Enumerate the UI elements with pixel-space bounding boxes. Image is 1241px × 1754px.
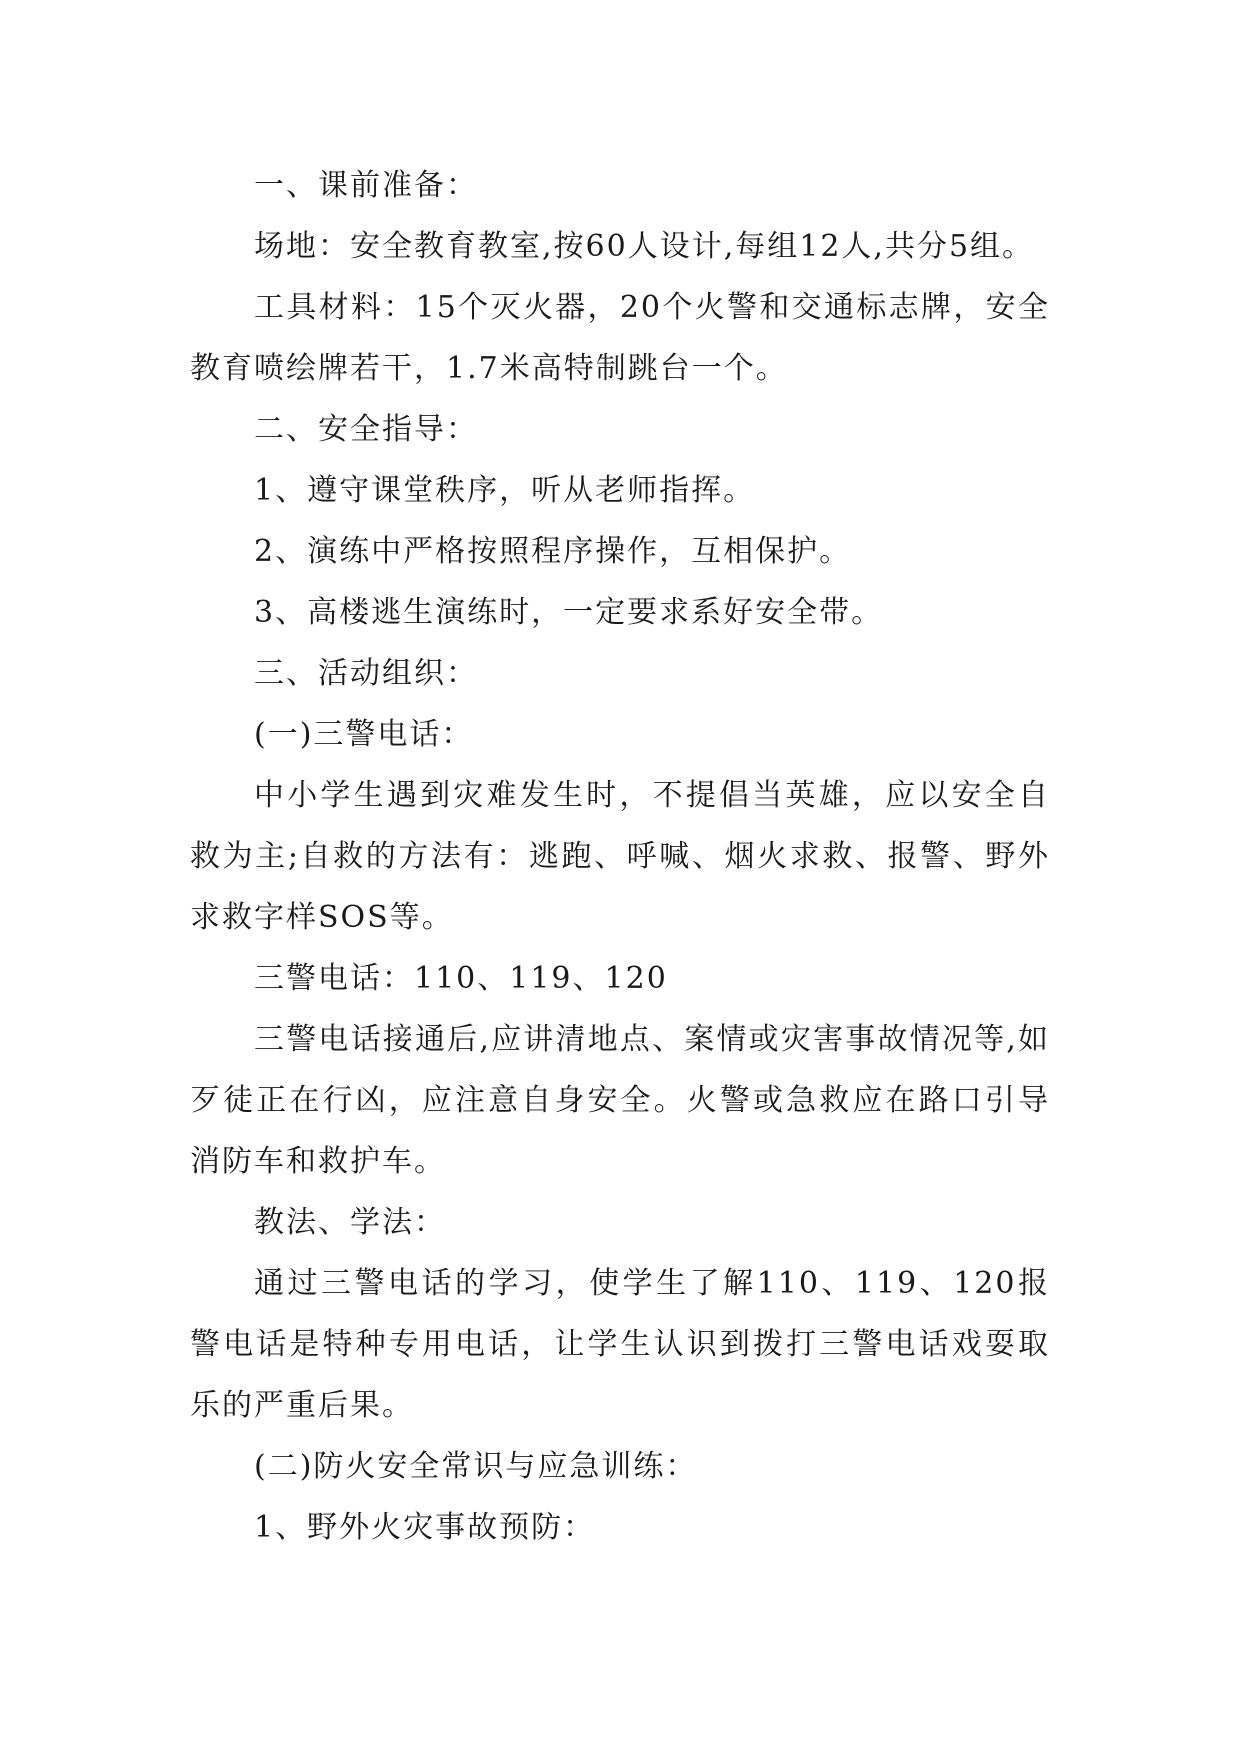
subheading-fire-safety: (二)防火安全常识与应急训练： xyxy=(254,1449,698,1484)
list-item-guidance-3: 3、高楼逃生演练时，一定要求系好安全带。 xyxy=(254,595,884,630)
heading-lesson-preparation: 一、课前准备： xyxy=(254,168,478,203)
paragraph-venue: 场地：安全教育教室,按60人设计,每组12人,共分5组。 xyxy=(254,229,1035,264)
list-item-guidance-1: 1、遵守课堂秩序，听从老师指挥。 xyxy=(254,473,756,508)
list-item-wildfire-prevention: 1、野外火灾事故预防： xyxy=(254,1510,596,1545)
paragraph-materials: 工具材料：15个灭火器，20个火警和交通标志牌，安全教育喷绘牌若干，1.7米高特制跳台一个。 xyxy=(190,290,1050,386)
heading-safety-guidance: 二、安全指导： xyxy=(254,412,478,447)
heading-activity-organization: 三、活动组织： xyxy=(254,656,478,691)
subheading-emergency-calls: (一)三警电话： xyxy=(254,717,474,752)
paragraph-emergency-numbers: 三警电话：110、119、120 xyxy=(254,961,668,996)
list-item-guidance-2: 2、演练中严格按照程序操作，互相保护。 xyxy=(254,534,852,569)
document-body xyxy=(190,155,1050,1558)
paragraph-learning-goal: 通过三警电话的学习，使学生了解110、119、120报警电话是特种专用电话，让学生认识到拨打三警电话戏耍取乐的严重后果。 xyxy=(190,1266,1050,1423)
paragraph-call-instructions: 三警电话接通后,应讲清地点、案情或灾害事故情况等,如歹徒正在行凶，应注意自身安全。火警或急救应在路口引导消防车和救护车。 xyxy=(190,1022,1050,1179)
paragraph-self-rescue: 中小学生遇到灾难发生时，不提倡当英雄，应以安全自救为主;自救的方法有：逃跑、呼喊、烟火求救、报警、野外求救字样SOS等。 xyxy=(190,778,1050,935)
heading-teaching-methods: 教法、学法： xyxy=(254,1205,446,1240)
